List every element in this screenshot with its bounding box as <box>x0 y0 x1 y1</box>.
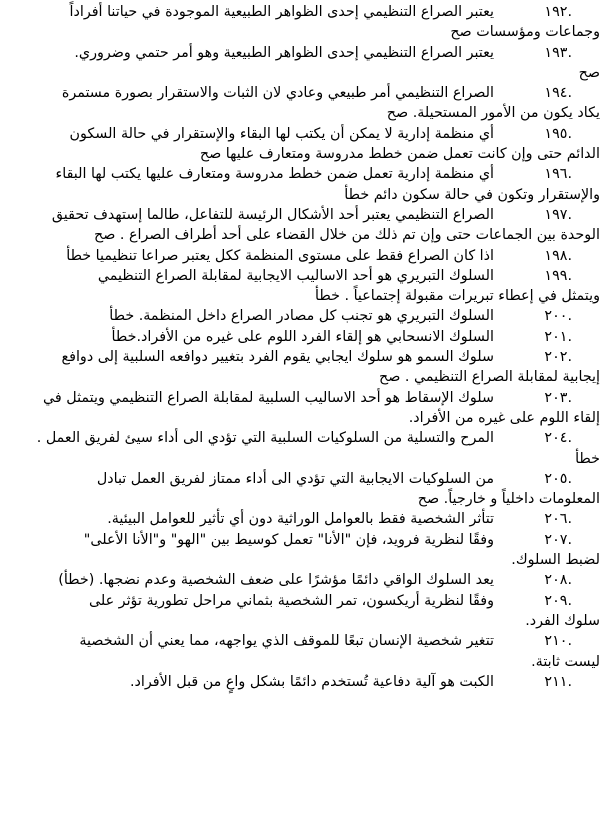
question-continuation: الوحدة بين الجماعات حتى وإن تم ذلك من خلال القضاء على أحد أطراف الصراع . صح <box>93 227 600 244</box>
question-continuation: ليست ثابتة. <box>531 653 600 670</box>
question-item <box>8 83 602 124</box>
question-item <box>8 530 602 571</box>
question-item <box>8 164 602 205</box>
question-continuation: وجماعات ومؤسسات صح <box>450 24 600 41</box>
question-text: الصراع التنظيمي أمر طبيعي وعادي لان الثبات والاستقرار بصورة مستمرة <box>61 85 494 102</box>
question-text: اذا كان الصراع فقط على مستوى المنظمة ككل يعتبر صراعا تنظيميا خطأ <box>66 247 494 264</box>
question-item <box>8 347 602 388</box>
question-item <box>8 205 602 246</box>
question-number: ٢٠٨. <box>544 572 572 589</box>
question-number: ٢٠٦. <box>544 511 572 528</box>
question-text: السلوك التبريري هو تجنب كل مصادر الصراع داخل المنظمة. خطأ <box>109 308 494 325</box>
question-number: ١٩٣. <box>544 44 572 61</box>
question-continuation: خطأ <box>575 450 600 467</box>
question-item <box>8 43 602 84</box>
question-text: تتأثر الشخصية فقط بالعوامل الوراثية دون أي تأثير للعوامل البيئية. <box>107 511 494 528</box>
question-continuation: لضبط السلوك. <box>511 552 600 569</box>
question-item <box>8 124 602 165</box>
question-continuation: سلوك الفرد. <box>525 612 600 629</box>
question-text: المرح والتسلية من السلوكيات السلبية التي تؤدي الى أداء سيئ لفريق العمل . <box>36 430 494 447</box>
question-number: ٢٠٤. <box>544 430 572 447</box>
question-number: ٢٠٣. <box>544 389 572 406</box>
question-text: من السلوكيات الايجابية التي تؤدي الى أداء ممتاز لفريق العمل تبادل <box>96 470 494 487</box>
question-continuation: يكاد يكون من الأمور المستحيلة. صح <box>386 105 600 122</box>
question-number: ٢١٠. <box>544 633 572 650</box>
question-number: ٢٠٩. <box>544 592 572 609</box>
question-item <box>8 509 602 529</box>
question-number: ٢٠١. <box>544 328 572 345</box>
question-text: السلوك التبريري هو أحد الاساليب الايجابية لمقابلة الصراع التنظيمي <box>97 267 494 284</box>
question-item <box>8 570 602 590</box>
question-item <box>8 428 602 469</box>
question-text: يعتبر الصراع التنظيمي إحدى الظواهر الطبيعية الموجودة في حياتنا أفراداً <box>69 4 494 20</box>
question-text: الصراع التنظيمي يعتبر أحد الأشكال الرئيسة للتفاعل، طالما إستهدف تحقيق <box>51 206 494 223</box>
question-number: ١٩٨. <box>544 247 572 264</box>
question-item <box>8 306 602 326</box>
question-continuation: والإستقرار وتكون في حالة سكون دائم خطأ <box>344 186 600 203</box>
question-number: ١٩٦. <box>544 166 572 183</box>
question-item <box>8 266 602 307</box>
question-text: يعد السلوك الواقي دائمًا مؤشرًا على ضعف الشخصية وعدم نضجها. (خطأ) <box>58 572 494 589</box>
question-continuation: ويتمثل في إعطاء تبريرات مقبولة إجتماعياً . خطأ <box>315 288 600 305</box>
question-item <box>8 591 602 632</box>
question-continuation: المعلومات داخلياً و خارجياً. صح <box>417 491 600 508</box>
question-continuation: إيجابية لمقابلة الصراع التنظيمي . صح <box>378 369 600 386</box>
question-number: ٢٠٠. <box>544 308 572 325</box>
question-item <box>8 672 602 692</box>
question-number: ١٩٥. <box>544 125 572 142</box>
question-number: ١٩٧. <box>544 206 572 223</box>
question-item <box>8 388 602 429</box>
question-text: أي منظمة إدارية لا يمكن أن يكتب لها البقاء والإستقرار في حالة السكون <box>69 125 494 142</box>
question-text: سلوك السمو هو سلوك ايجابي يقوم الفرد بتغيير دوافعه السلبية إلى دوافع <box>61 349 494 366</box>
question-number: ١٩٤. <box>544 85 572 102</box>
question-item <box>8 327 602 347</box>
question-item <box>8 469 602 510</box>
question-text: وفقًا لنظرية فرويد، فإن "الأنا" تعمل كوسيط بين "الهو" و"الأنا الأعلى" <box>83 531 494 548</box>
question-number: ٢١١. <box>544 673 572 690</box>
question-continuation: الدائم حتى وإن كانت تعمل ضمن خطط مدروسة ومتعارف عليها صح <box>199 146 600 163</box>
question-number: ١٩٩. <box>544 267 572 284</box>
question-item <box>8 246 602 266</box>
question-item <box>8 631 602 672</box>
question-number: ٢٠٥. <box>544 470 572 487</box>
question-continuation: إلقاء اللوم على غيره من الأفراد. <box>408 409 600 426</box>
question-text: السلوك الانسحابي هو إلقاء الفرد اللوم على غيره من الأفراد.خطأ <box>111 328 494 345</box>
question-text: يعتبر الصراع التنظيمي إحدى الظواهر الطبيعية وهو أمر حتمي وضروري. <box>74 44 494 61</box>
question-text: الكبت هو آلية دفاعية تُستخدم دائمًا بشكل واعٍ من قبل الأفراد. <box>129 673 494 690</box>
question-text: أي منظمة إدارية تعمل ضمن خطط مدروسة ومتعارف عليها يكتب لها البقاء <box>55 166 494 183</box>
question-text: تتغير شخصية الإنسان تبعًا للموقف الذي يواجهه، مما يعني أن الشخصية <box>79 633 494 650</box>
question-continuation: صح <box>578 64 600 81</box>
question-number: ١٩٢. <box>544 4 572 20</box>
question-number: ٢٠٧. <box>544 531 572 548</box>
question-text: وفقًا لنظرية أريكسون، تمر الشخصية بثماني مراحل تطورية تؤثر على <box>88 592 494 609</box>
question-number: ٢٠٢. <box>544 349 572 366</box>
question-text: سلوك الإسقاط هو أحد الاساليب السلبية لمقابلة الصراع التنظيمي ويتمثل في <box>42 389 494 406</box>
question-item <box>8 2 602 43</box>
